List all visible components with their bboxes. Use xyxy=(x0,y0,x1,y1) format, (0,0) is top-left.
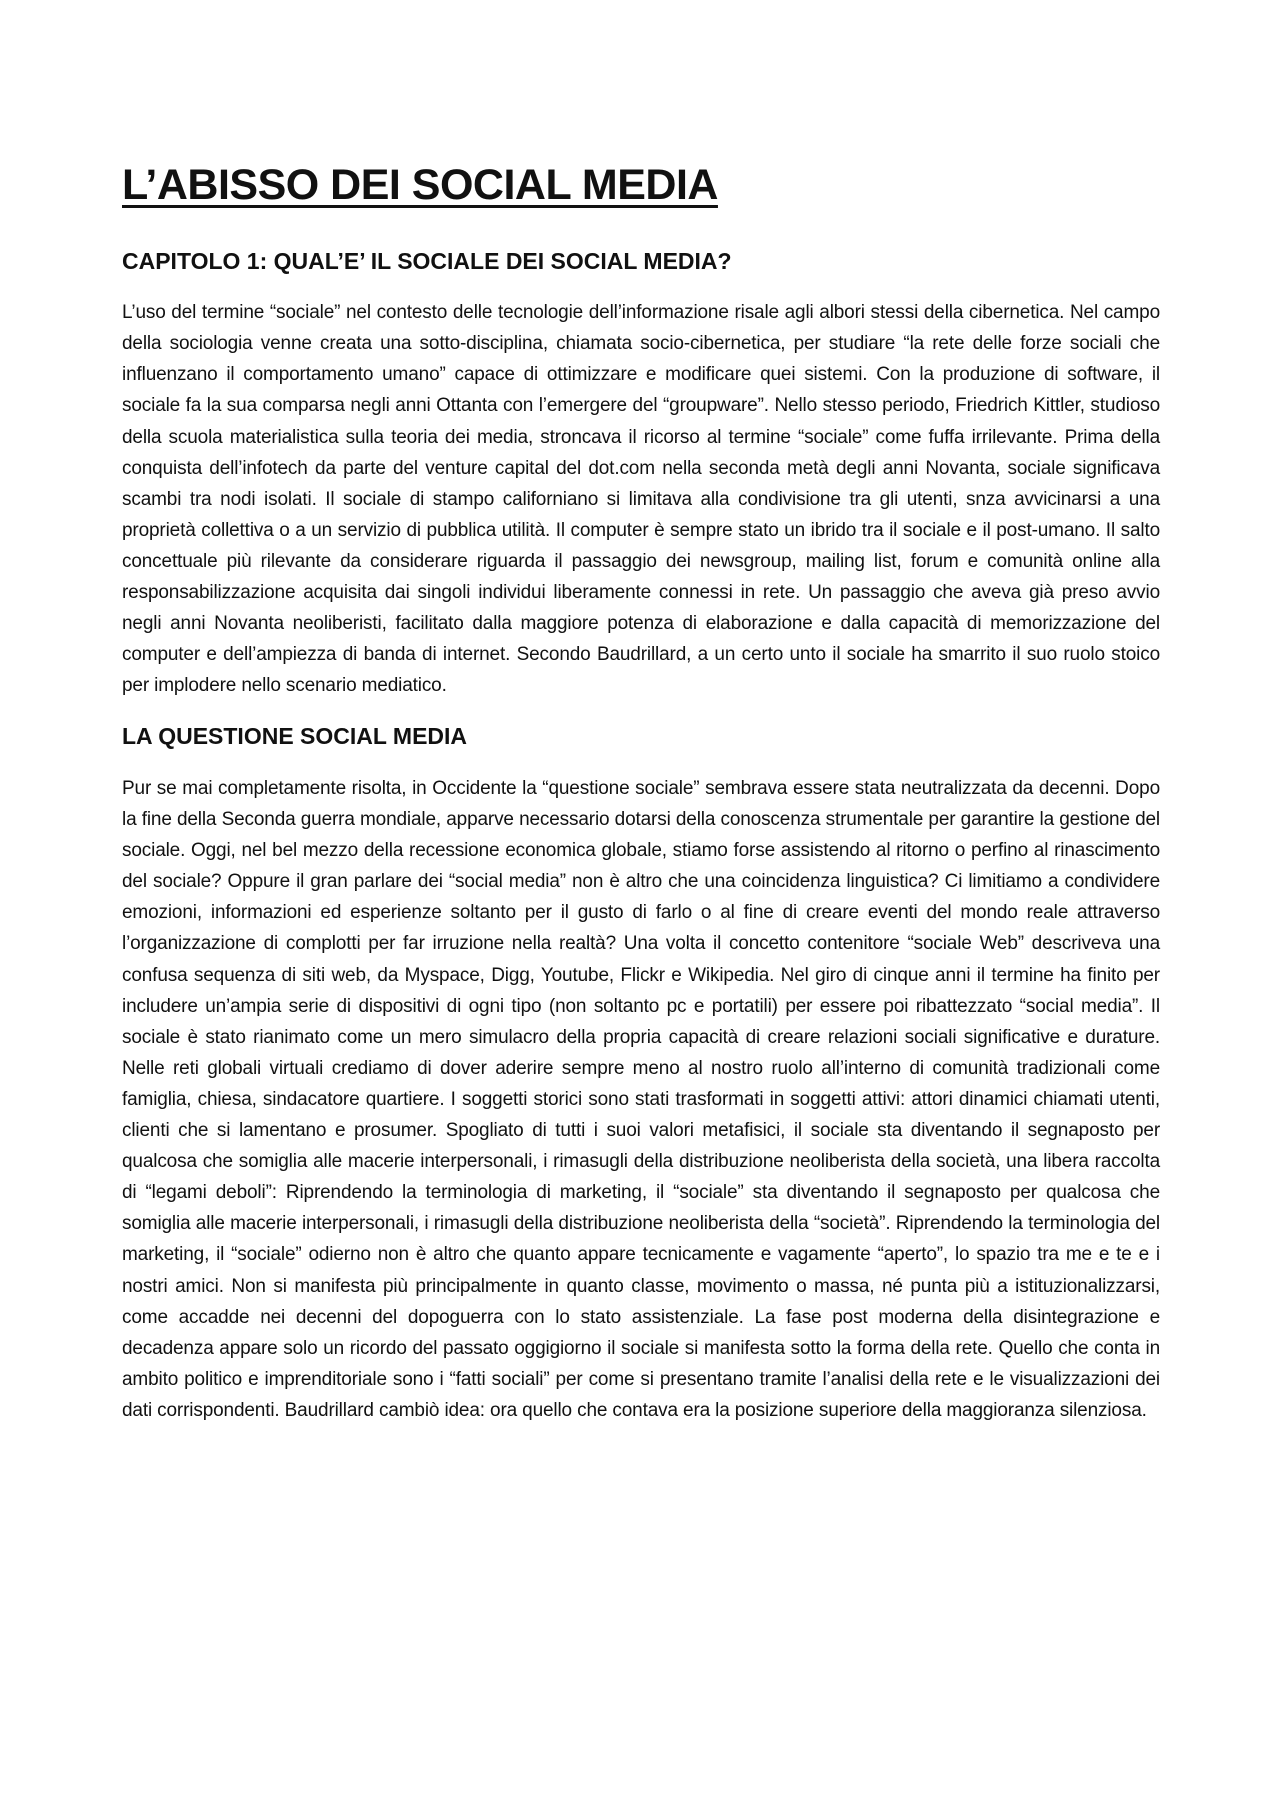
document-body xyxy=(122,160,1160,1448)
social-media-question-paragraph: Pur se mai completamente risolta, in Occidente la “questione sociale” sembrava essere stata neutralizzata da decenni. Dopo la fine della Seconda guerra mondiale, apparve necessario dotarsi della conoscenza strumentale per garantire la gestione del sociale. Oggi, nel bel mezzo della recessione economica globale, stiamo forse assistendo al ritorno o perfino al rinascimento del sociale? Oppure il gran parlare dei “social media” non è altro che una coincidenza linguistica? Ci limitiamo a condividere emozioni, informazioni ed esperienze soltanto per il gusto di farlo o al fine di creare eventi del mondo reale attraverso l’organizzazione di complotti per far irruzione nella realtà? Una volta il concetto contenitore “sociale Web” descriveva una confusa sequenza di siti web, da Myspace, Digg, Youtube, Flickr e Wikipedia. Nel giro di cinque anni il termine ha finito per includere un’ampia serie di dispositivi di ogni tipo (non soltanto pc e portatili) per essere poi ribattezzato “social media”. Il sociale è stato rianimato come un mero simulacro della propria capacità di creare relazioni sociali significative e durature. Nelle reti globali virtuali crediamo di dover aderire sempre meno al nostro ruolo all’interno di comunità tradizionali come famiglia, chiesa, sindacatore quartiere. I soggetti storici sono stati trasformati in soggetti attivi: attori dinamici chiamati utenti, clienti che si lamentano e prosumer. Spogliato di tutti i suoi valori metafisici, il sociale sta diventando il segnaposto per qualcosa che somiglia alle macerie interpersonali, i rimasugli della distribuzione neoliberista della società, una libera raccolta di “legami deboli”: Riprendendo la terminologia di marketing, il “sociale” sta diventando il segnaposto per qualcosa che somiglia alle macerie interpersonali, i rimasugli della distribuzione neoliberista della “società”. Riprendendo la terminologia del marketing, il “sociale” odierno non è altro che quanto appare tecnicamente e vagamente “aperto”, lo spazio tra me e te e i nostri amici. Non si manifesta più principalmente in quanto classe, movimento o massa, né punta più a istituzionalizzarsi, come accadde nei decenni del dopoguerra con lo stato assistenziale. La fase post moderna della disintegrazione e decadenza appare solo un ricordo del passato oggigiorno il sociale si manifesta sotto la forma della rete. Quello che conta in ambito politico e imprenditoriale sono i “fatti sociali” per come si presentano tramite l’analisi della rete e le visualizzazioni dei dati corrispondenti. Baudrillard cambiò idea: ora quello che contava era la posizione superiore della maggioranza silenziosa. xyxy=(122,778,1160,1421)
chapter-1-paragraph: L’uso del termine “sociale” nel contesto delle tecnologie dell’informazione risale agli albori stessi della cibernetica. Nel campo della sociologia venne creata una sotto-disciplina, chiamata socio-cibernetica, per studiare “la rete delle forze sociali che influenzano il comportamento umano” capace di ottimizzare e modificare quei sistemi. Con la produzione di software, il sociale fa la sua comparsa negli anni Ottanta con l’emergere del “groupware”. Nello stesso periodo, Friedrich Kittler, studioso della scuola materialistica sulla teoria dei media, stroncava il ricorso al termine “sociale” come fuffa irrilevante. Prima della conquista dell’infotech da parte del venture capital del dot.com nella seconda metà degli anni Novanta, sociale significava scambi tra nodi isolati. Il sociale di stampo californiano si limitava alla condivisione tra gli utenti, snza avvicinarsi a una proprietà collettiva o a un servizio di pubblica utilità. Il computer è sempre stato un ibrido tra il sociale e il post-umano. Il salto concettuale più rilevante da considerare riguarda il passaggio dei newsgroup, mailing list, forum e comunità online alla responsabilizzazione acquisita dai singoli individui liberamente connessi in rete. Un passaggio che aveva già preso avvio negli anni Novanta neoliberisti, facilitato dalla maggiore potenza di elaborazione e dalla capacità di memorizzazione del computer e dell’ampiezza di banda di internet. Secondo Baudrillard, a un certo unto il sociale ha smarrito il suo ruolo stoico per implodere nello scenario mediatico. xyxy=(122,302,1160,697)
chapter-1-section xyxy=(122,248,1160,702)
social-media-question-heading: LA QUESTIONE SOCIAL MEDIA xyxy=(122,723,468,750)
chapter-1-heading: CAPITOLO 1: QUAL’E’ IL SOCIALE DEI SOCIAL MEDIA? xyxy=(122,247,732,274)
document-title: L’ABISSO DEI SOCIAL MEDIA xyxy=(122,161,718,209)
social-media-question-section xyxy=(122,723,1160,1426)
